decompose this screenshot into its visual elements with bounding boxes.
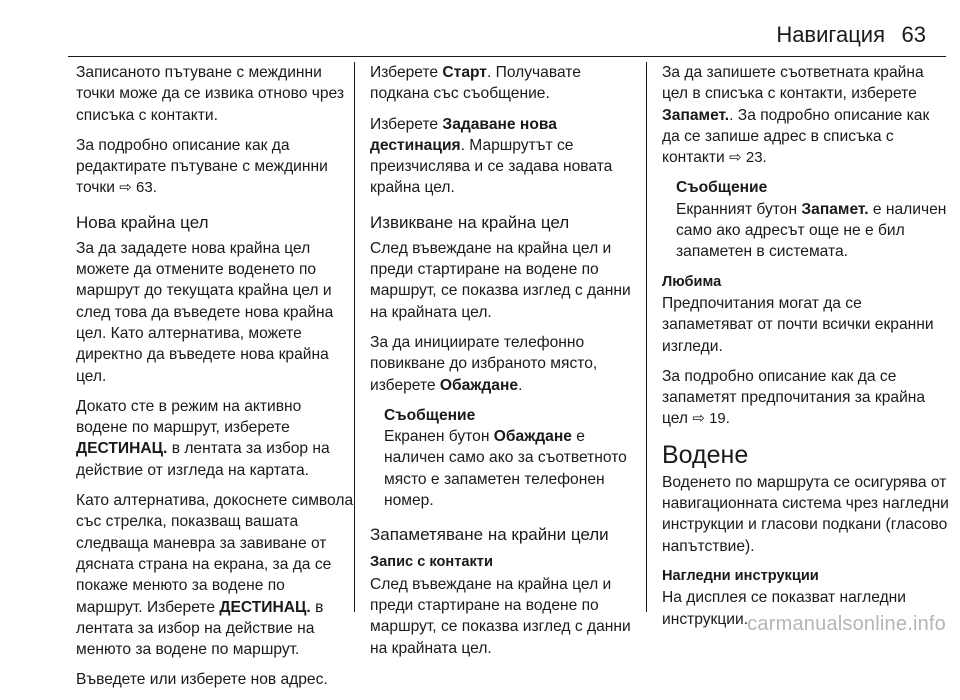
paragraph: Записаното пътуване с междинни точки може да се извика отново чрез списъка с контакти. (76, 64, 345, 124)
page-number: 63 (901, 22, 926, 47)
chapter-heading: Водене (662, 440, 749, 469)
column-middle (370, 62, 640, 668)
note-title: Съобщение (384, 406, 476, 424)
paragraph: Изберете Задаване нова дестинация. Маршрутът се преизчислява и се задава новата крайна цел. (370, 115, 613, 197)
paragraph: На дисплея се показват нагледни инструкции. (662, 589, 906, 628)
column-divider (646, 62, 647, 612)
note-title: Съобщение (676, 179, 768, 197)
note-box (662, 177, 950, 262)
paragraph: Воденето по маршрута се осигурява от навигационната система чрез нагледни инструкции и гласови подкани (гласово напътствие). (662, 473, 949, 555)
page-ref-icon[interactable]: ⇨ 23. (729, 149, 767, 167)
section-heading: Извикване на крайна цел (370, 212, 570, 232)
paragraph: За да запишете съответната крайна цел в списъка с контакти, изберете Запамет.. За подробно описание как да се запише адрес в списъка с контакти ⇨ 23. (662, 64, 930, 167)
paragraph: След въвеждане на крайна цел и преди стартиране на водене по маршрут, се показва изглед с данни на крайната цел. (370, 239, 631, 321)
subsection-heading: Нагледни инструкции (662, 567, 819, 584)
note-text: Екранен бутон Обаждане е наличен само ако за съответното място е запаметен телефонен номер. (384, 428, 627, 510)
section-heading: Нова крайна цел (76, 212, 209, 232)
column-left (76, 62, 354, 700)
page-ref-icon[interactable]: ⇨ 63. (119, 179, 157, 197)
paragraph: За да инициирате телефонно повикване до избраното място, изберете Обаждане. (370, 333, 598, 394)
paragraph: Предпочитания могат да се запаметяват от почти всички екранни изгледи. (662, 294, 934, 355)
paragraph: Докато сте в режим на активно водене по маршрут, изберете ДЕСТИНАЦ. в лентата за избор на действие от изгледа на картата. (76, 397, 330, 479)
page-header (0, 0, 960, 60)
note-text: Екранният бутон Запамет. е наличен само ако адресът още не е бил запаметен в системата. (676, 200, 947, 261)
paragraph: За да зададете нова крайна цел можете да отмените воденето по маршрут до текущата крайна цел и след това да въведете нова крайна цел. Като алтернатива, можете директно да въведете нова крайна цел. (76, 239, 334, 385)
subsection-heading: Любима (662, 273, 722, 290)
subsection-heading: Запис с контакти (370, 554, 493, 571)
paragraph: След въвеждане на крайна цел и преди стартиране на водене по маршрут, се показва изглед с данни на крайната цел. (370, 575, 631, 657)
column-divider (354, 62, 355, 612)
note-box (370, 405, 640, 511)
paragraph: Като алтернатива, докоснете символа със стрелка, показващ вашата следваща маневра за завиване от дясната страна на екрана, за да се покаже менюто за водене по маршрут. Изберете ДЕСТИНАЦ. в лентата за избор на действие на менюто за водене по маршрут. (76, 492, 354, 659)
page-title: Навигация (776, 22, 885, 47)
paragraph: Изберете Старт. Получавате подкана със съобщение. (370, 64, 581, 103)
page-ref-icon[interactable]: ⇨ 19. (692, 410, 730, 428)
header-rule (68, 56, 946, 57)
paragraph: За подробно описание как да се запаметят предпочитания за крайна цел ⇨ 19. (662, 367, 926, 428)
watermark: carmanualsonline.info (747, 613, 946, 635)
paragraph: За подробно описание как да редактирате пътуване с междинни точки ⇨ 63. (76, 136, 328, 197)
column-right (662, 62, 950, 639)
paragraph: Въведете или изберете нов адрес. (76, 671, 328, 689)
section-heading: Запаметяване на крайни цели (370, 525, 609, 545)
